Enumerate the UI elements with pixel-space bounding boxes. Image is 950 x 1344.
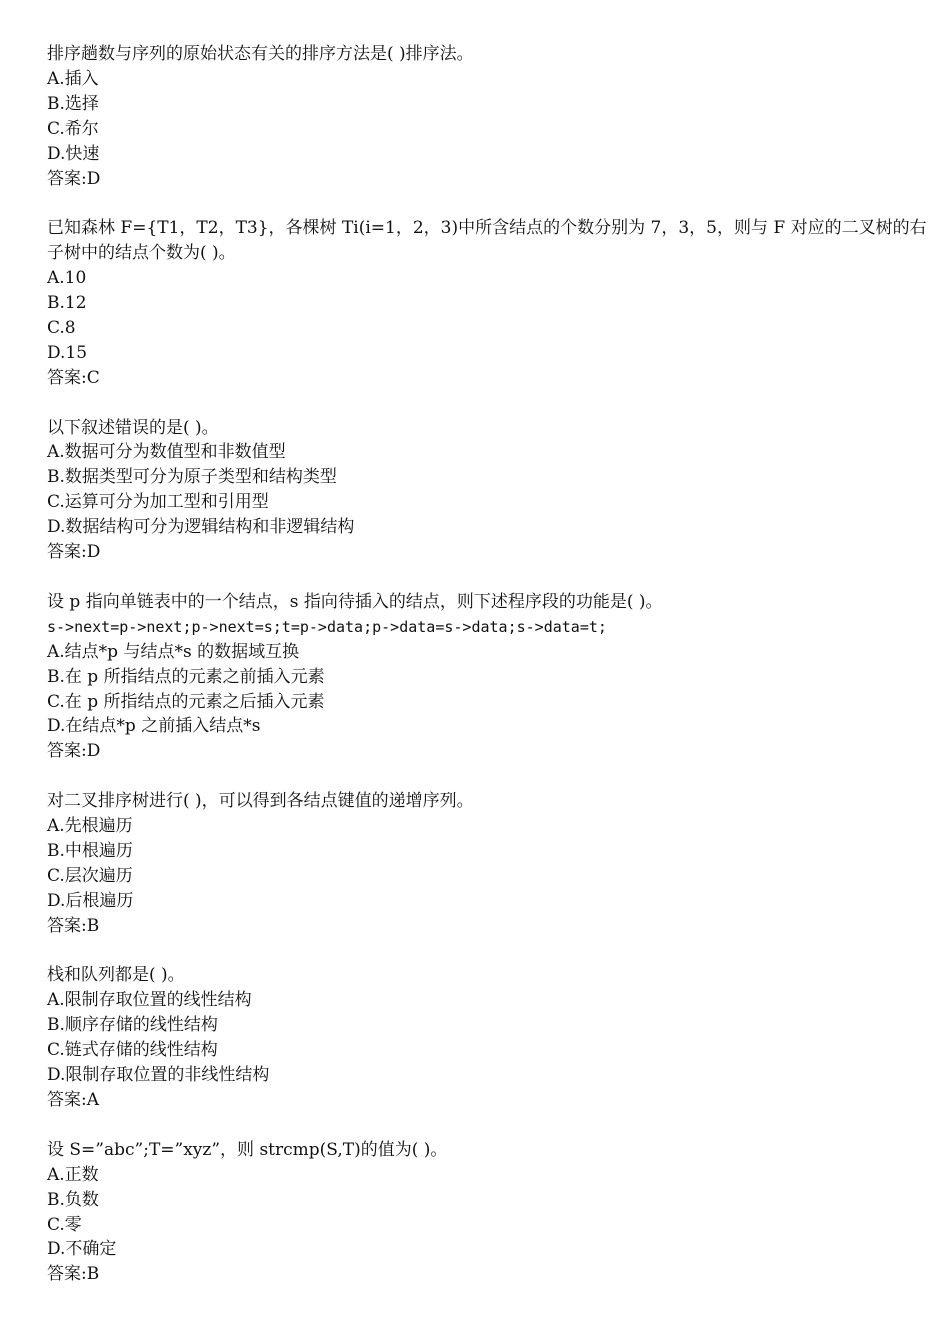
- option-a: A.数据可分为数值型和非数值型: [47, 442, 286, 463]
- question-2: [47, 216, 927, 390]
- answer-line: 答案:A: [47, 1089, 100, 1110]
- option-a: A.限制存取位置的线性结构: [47, 990, 252, 1011]
- option-d: D.快速: [47, 143, 100, 164]
- option-b: B.12: [47, 293, 87, 314]
- question-stem: 以下叙述错误的是( )。: [47, 417, 219, 438]
- question-3: [47, 416, 927, 565]
- question-stem: 排序趟数与序列的原始状态有关的排序方法是( )排序法。: [47, 44, 474, 64]
- code-snippet: s->next=p->next;p->next=s;t=p->data;p->data=s->data;s->data=t;: [47, 617, 607, 636]
- option-d: D.数据结构可分为逻辑结构和非逻辑结构: [47, 517, 355, 538]
- answer-line: 答案:D: [47, 741, 101, 762]
- answer-line: 答案:D: [47, 168, 101, 189]
- question-5: [47, 789, 927, 938]
- option-a: A.结点*p 与结点*s 的数据域互换: [47, 641, 300, 662]
- option-c: C.希尔: [47, 118, 99, 139]
- option-b: B.选择: [47, 93, 99, 114]
- question-stem: 设 S=”abc”;T=”xyz”，则 strcmp(S,T)的值为( )。: [47, 1139, 448, 1160]
- option-d: D.限制存取位置的非线性结构: [47, 1065, 270, 1086]
- option-c: C.8: [47, 317, 76, 338]
- document-page: [47, 42, 927, 1312]
- question-stem: 设 p 指向单链表中的一个结点，s 指向待插入的结点，则下述程序段的功能是( )。: [47, 591, 663, 612]
- option-a: A.正数: [47, 1164, 99, 1185]
- option-d: D.不确定: [47, 1239, 117, 1260]
- question-4: [47, 590, 927, 764]
- option-b: B.中根遍历: [47, 840, 133, 861]
- option-a: A.插入: [47, 68, 99, 89]
- answer-line: 答案:C: [47, 367, 100, 388]
- question-7: [47, 1138, 927, 1287]
- option-b: B.在 p 所指结点的元素之前插入元素: [47, 666, 325, 687]
- option-c: C.链式存储的线性结构: [47, 1040, 218, 1061]
- option-c: C.运算可分为加工型和引用型: [47, 492, 269, 513]
- question-stem: 栈和队列都是( )。: [47, 965, 185, 986]
- option-c: C.层次遍历: [47, 865, 133, 886]
- question-1: [47, 42, 927, 191]
- question-stem: 已知森林 F={T1，T2，T3}，各棵树 Ti(i=1，2，3)中所含结点的个数分别为 7，3，5，则与 F 对应的二叉树的右子树中的结点个数为( )。: [47, 218, 927, 264]
- option-b: B.数据类型可分为原子类型和结构类型: [47, 467, 337, 488]
- option-c: C.零: [47, 1214, 82, 1235]
- answer-line: 答案:D: [47, 542, 101, 563]
- option-b: B.顺序存储的线性结构: [47, 1015, 218, 1036]
- question-stem: 对二叉排序树进行( )，可以得到各结点键值的递增序列。: [47, 791, 474, 812]
- option-d: D.后根遍历: [47, 890, 134, 911]
- option-a: A.10: [47, 268, 87, 289]
- option-c: C.在 p 所指结点的元素之后插入元素: [47, 691, 325, 712]
- answer-line: 答案:B: [47, 915, 100, 936]
- option-a: A.先根遍历: [47, 816, 133, 837]
- option-d: D.在结点*p 之前插入结点*s: [47, 716, 261, 737]
- option-d: D.15: [47, 342, 88, 363]
- option-b: B.负数: [47, 1189, 99, 1210]
- question-6: [47, 963, 927, 1112]
- answer-line: 答案:B: [47, 1264, 100, 1285]
